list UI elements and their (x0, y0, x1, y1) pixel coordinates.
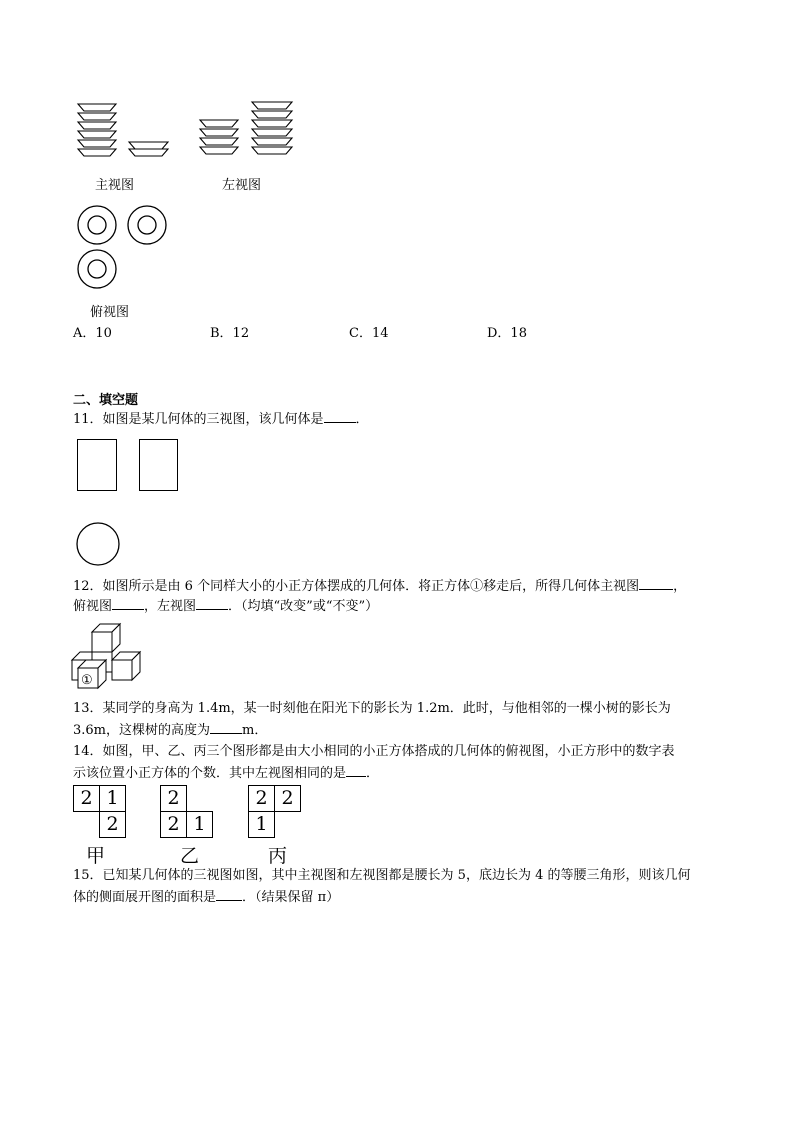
q14-line1: 14．如图，甲、乙、丙三个图形都是由大小相同的小正方体搭成的几何体的俯视图，小正方形中的数字表 (73, 744, 675, 759)
left-view-label: 左视图 (222, 178, 262, 193)
bing-label: 丙 (268, 845, 288, 867)
q11-front-rect (77, 439, 117, 491)
q14-line2 (73, 764, 379, 783)
q12-top-blank[interactable] (112, 597, 144, 610)
yi-cell: 1 (186, 811, 213, 838)
jia-cell: 2 (73, 785, 100, 812)
option-d: D．18 (487, 326, 527, 341)
front-view-label: 主视图 (95, 178, 135, 193)
q11-side-rect (139, 439, 178, 491)
q12-stem: 12．如图所示是由 6 个同样大小的小正方体摆成的几何体．将正方体①移走后，所得几何体主视图 (73, 579, 640, 594)
jia-label: 甲 (86, 845, 106, 867)
option-a: A．10 (73, 326, 112, 341)
q11-text (73, 410, 369, 429)
yi-label: 乙 (180, 845, 200, 867)
q14-end: ． (366, 766, 380, 781)
q12-line2 (73, 597, 378, 616)
cube-marker-label: ① (81, 673, 93, 688)
q12-hint: ．（均填“改变”或“不变”） (228, 599, 379, 614)
q11-end: ． (355, 412, 369, 427)
section-heading: 二、填空题 (73, 393, 139, 408)
jia-cell: 1 (99, 785, 126, 812)
top-view-figure (74, 205, 174, 295)
q15-answer-blank[interactable] (216, 888, 242, 901)
q13-stem: 3.6m，这棵树的高度为 (73, 723, 211, 738)
q15-end: ．（结果保留 π） (242, 890, 340, 905)
yi-cell: 2 (160, 785, 187, 812)
q14-stem: 示该位置小正方体的个数．其中左视图相同的是 (73, 766, 347, 781)
left-view-figure (196, 100, 296, 165)
q12-left-blank[interactable] (196, 597, 228, 610)
q12-top-label: 俯视图 (73, 599, 113, 614)
q11-stem: 11．如图是某几何体的三视图，该几何体是 (73, 412, 324, 427)
option-b: B．12 (210, 326, 250, 341)
q12-front-blank[interactable] (639, 577, 673, 590)
bing-cell: 1 (248, 811, 275, 838)
q12-line1 (73, 577, 686, 596)
q14-answer-blank[interactable] (346, 764, 366, 777)
front-view-figure (74, 100, 174, 165)
top-view-label: 俯视图 (90, 305, 130, 320)
q12-left-label: ，左视图 (144, 599, 197, 614)
yi-cell: 2 (160, 811, 187, 838)
bing-cell: 2 (274, 785, 301, 812)
q11-top-circle (75, 521, 121, 567)
q13-unit: m． (242, 723, 268, 738)
q12-comma: ， (673, 579, 687, 594)
q15-line1: 15．已知某几何体的三视图如图，其中主视图和左视图都是腰长为 5，底边长为 4 的等腰三角形，则该几何 (73, 868, 691, 883)
jia-cell: 2 (99, 811, 126, 838)
bing-cell: 2 (248, 785, 275, 812)
q13-line2 (73, 721, 267, 740)
q15-stem: 体的侧面展开图的面积是 (73, 890, 217, 905)
q12-cube-figure (70, 622, 145, 690)
q15-line2 (73, 888, 339, 907)
option-c: C．14 (349, 326, 389, 341)
q11-answer-blank[interactable] (324, 410, 356, 423)
q13-line1: 13．某同学的身高为 1.4m，某一时刻他在阳光下的影长为 1.2m．此时，与他相邻的一棵小树的影长为 (73, 701, 671, 716)
q13-answer-blank[interactable] (210, 721, 242, 734)
